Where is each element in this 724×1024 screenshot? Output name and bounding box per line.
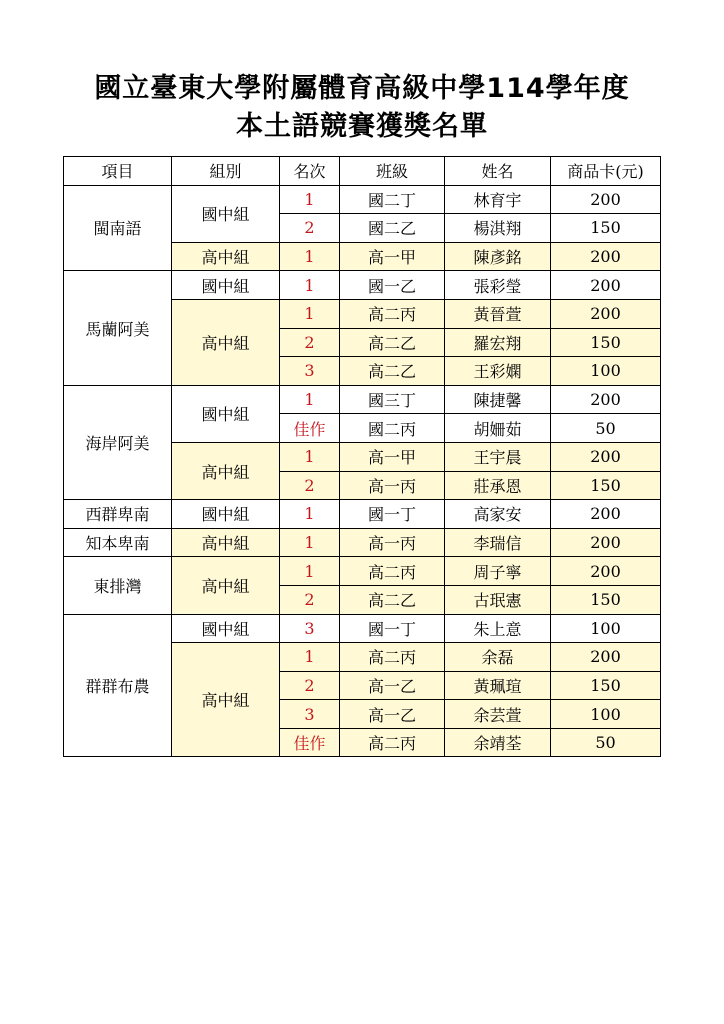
table-row [64, 271, 661, 300]
class-cell: 國二丁 [340, 185, 445, 214]
group-cell: 高中組 [172, 242, 280, 271]
name-cell: 黃晉萱 [445, 299, 551, 328]
class-cell: 高一丙 [340, 471, 445, 500]
class-cell: 國二丙 [340, 414, 445, 443]
name-cell: 李瑞信 [445, 528, 551, 557]
card-cell: 100 [551, 357, 661, 386]
rank-cell: 1 [280, 528, 340, 557]
name-cell: 王宇晨 [445, 442, 551, 471]
class-cell: 高二丙 [340, 643, 445, 672]
group-cell: 國中組 [172, 271, 280, 300]
card-cell: 200 [551, 242, 661, 271]
card-cell: 200 [551, 271, 661, 300]
class-cell: 國一乙 [340, 271, 445, 300]
class-cell: 國一丁 [340, 614, 445, 643]
class-cell: 高二丙 [340, 557, 445, 586]
card-cell: 200 [551, 385, 661, 414]
name-cell: 余靖荃 [445, 728, 551, 757]
class-cell: 高二丙 [340, 299, 445, 328]
rank-cell: 2 [280, 471, 340, 500]
card-cell: 200 [551, 528, 661, 557]
card-cell: 200 [551, 442, 661, 471]
card-cell: 200 [551, 643, 661, 672]
class-cell: 高一乙 [340, 671, 445, 700]
table-row [64, 557, 661, 586]
card-cell: 200 [551, 500, 661, 529]
class-cell: 國二乙 [340, 214, 445, 243]
table-row [64, 185, 661, 214]
header-name: 姓名 [445, 157, 551, 186]
class-cell: 國三丁 [340, 385, 445, 414]
rank-cell: 2 [280, 328, 340, 357]
card-cell: 200 [551, 185, 661, 214]
card-cell: 150 [551, 328, 661, 357]
rank-cell: 1 [280, 643, 340, 672]
rank-cell: 1 [280, 385, 340, 414]
document-subtitle: 本土語競賽獲獎名單 [236, 111, 488, 142]
document-title: 國立臺東大學附屬體育高級中學114學年度 [94, 73, 630, 104]
rank-cell: 3 [280, 614, 340, 643]
name-cell: 黃珮瑄 [445, 671, 551, 700]
group-cell: 高中組 [172, 528, 280, 557]
card-cell: 200 [551, 299, 661, 328]
rank-cell: 1 [280, 242, 340, 271]
name-cell: 余磊 [445, 643, 551, 672]
name-cell: 陳捷馨 [445, 385, 551, 414]
card-cell: 200 [551, 557, 661, 586]
rank-cell: 2 [280, 214, 340, 243]
card-cell: 50 [551, 728, 661, 757]
rank-cell: 佳作 [280, 414, 340, 443]
table-row [64, 528, 661, 557]
rank-cell: 1 [280, 442, 340, 471]
rank-cell: 1 [280, 271, 340, 300]
item-cell: 閩南語 [64, 185, 172, 271]
rank-cell: 3 [280, 357, 340, 386]
rank-cell: 1 [280, 557, 340, 586]
card-cell: 100 [551, 700, 661, 729]
class-cell: 高二乙 [340, 328, 445, 357]
header-item: 項目 [64, 157, 172, 186]
group-cell: 高中組 [172, 442, 280, 499]
name-cell: 林育宇 [445, 185, 551, 214]
name-cell: 周子寧 [445, 557, 551, 586]
rank-cell: 1 [280, 299, 340, 328]
header-class: 班級 [340, 157, 445, 186]
name-cell: 余芸萱 [445, 700, 551, 729]
item-cell: 東排灣 [64, 557, 172, 614]
class-cell: 高二乙 [340, 585, 445, 614]
card-cell: 100 [551, 614, 661, 643]
item-cell: 群群布農 [64, 614, 172, 757]
item-cell: 海岸阿美 [64, 385, 172, 499]
class-cell: 高二丙 [340, 728, 445, 757]
name-cell: 朱上意 [445, 614, 551, 643]
rank-cell: 1 [280, 500, 340, 529]
card-cell: 150 [551, 585, 661, 614]
name-cell: 古珉憲 [445, 585, 551, 614]
card-cell: 150 [551, 671, 661, 700]
name-cell: 莊承恩 [445, 471, 551, 500]
group-cell: 國中組 [172, 385, 280, 442]
group-cell: 國中組 [172, 500, 280, 529]
name-cell: 陳彥銘 [445, 242, 551, 271]
header-rank: 名次 [280, 157, 340, 186]
class-cell: 國一丁 [340, 500, 445, 529]
group-cell: 高中組 [172, 557, 280, 614]
award-table [63, 156, 661, 757]
table-row [64, 385, 661, 414]
class-cell: 高一乙 [340, 700, 445, 729]
class-cell: 高二乙 [340, 357, 445, 386]
rank-cell: 3 [280, 700, 340, 729]
group-cell: 國中組 [172, 614, 280, 643]
class-cell: 高一甲 [340, 242, 445, 271]
card-cell: 150 [551, 214, 661, 243]
name-cell: 高家安 [445, 500, 551, 529]
name-cell: 王彩嫻 [445, 357, 551, 386]
item-cell: 馬蘭阿美 [64, 271, 172, 385]
item-cell: 西群卑南 [64, 500, 172, 529]
table-row [64, 614, 661, 643]
table-header-row [64, 157, 661, 186]
rank-cell: 2 [280, 585, 340, 614]
group-cell: 高中組 [172, 299, 280, 385]
rank-cell: 2 [280, 671, 340, 700]
name-cell: 楊淇翔 [445, 214, 551, 243]
header-group: 組別 [172, 157, 280, 186]
table-row [64, 500, 661, 529]
rank-cell: 1 [280, 185, 340, 214]
name-cell: 張彩瑩 [445, 271, 551, 300]
name-cell: 羅宏翔 [445, 328, 551, 357]
group-cell: 高中組 [172, 643, 280, 757]
class-cell: 高一甲 [340, 442, 445, 471]
card-cell: 150 [551, 471, 661, 500]
name-cell: 胡姍茹 [445, 414, 551, 443]
card-cell: 50 [551, 414, 661, 443]
class-cell: 高一丙 [340, 528, 445, 557]
group-cell: 國中組 [172, 185, 280, 242]
item-cell: 知本卑南 [64, 528, 172, 557]
rank-cell: 佳作 [280, 728, 340, 757]
header-card: 商品卡(元) [551, 157, 661, 186]
